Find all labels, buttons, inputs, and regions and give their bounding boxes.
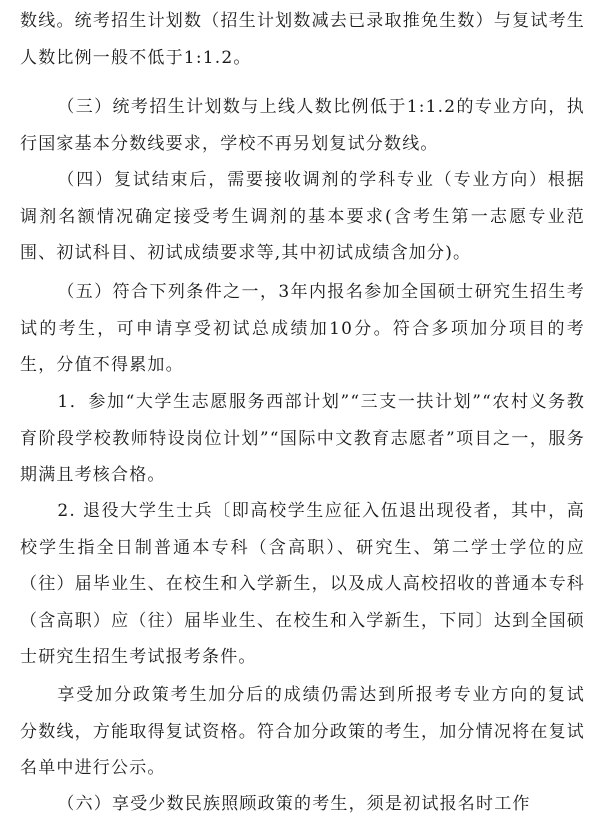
paragraph-item-4: （四）复试结束后，需要接收调剂的学科专业（专业方向）根据调剂名额情况确定接受考生调剂的基本要求(含考生第一志愿专业范围、初试科目、初试成绩要求等,其中初试成绩含加分)。 — [20, 170, 585, 264]
paragraph-subitem-2: 2. 退役大学生士兵〔即高校学生应征入伍退出现役者，其中，高校学生指全日制普通本专科（含高职）、研究生、第二学士学位的应（往）届毕业生、在校生和入学新生，以及成人高校招收的普通本专科（含高职）应（往）届毕业生、在校生和入学新生，下同〕达到全国硕士研究生招生考试报考条件。 — [20, 501, 585, 668]
paragraph-subitem-1: 1．参加“大学生志愿服务西部计划”“三支一扶计划”“农村义务教育阶段学校教师特设岗位计划”“国际中文教育志愿者”项目之一，服务期满且考核合格。 — [20, 392, 585, 486]
paragraph-item-6: （六）享受少数民族照顾政策的考生，须是初试报名时工作 — [57, 794, 531, 814]
paragraph-item-3: （三）统考招生计划数与上线人数比例低于1:1.2的专业方向，执行国家基本分数线要求，学校不再另划复试分数线。 — [20, 97, 585, 154]
paragraph-bonus-policy: 享受加分政策考生加分后的成绩仍需达到所报考专业方向的复试分数线，方能取得复试资格。符合加分政策的考生，加分情况将在复试名单中进行公示。 — [20, 685, 585, 779]
paragraph-continuation-ratio: 数线。统考招生计划数（招生计划数减去已录取推免生数）与复试考生人数比例一般不低于1:1.2。 — [20, 11, 585, 68]
paragraph-item-5: （五）符合下列条件之一，3年内报名参加全国硕士研究生招生考试的考生，可申请享受初试总成绩加10分。符合多项加分项目的考生，分值不得累加。 — [20, 282, 585, 376]
